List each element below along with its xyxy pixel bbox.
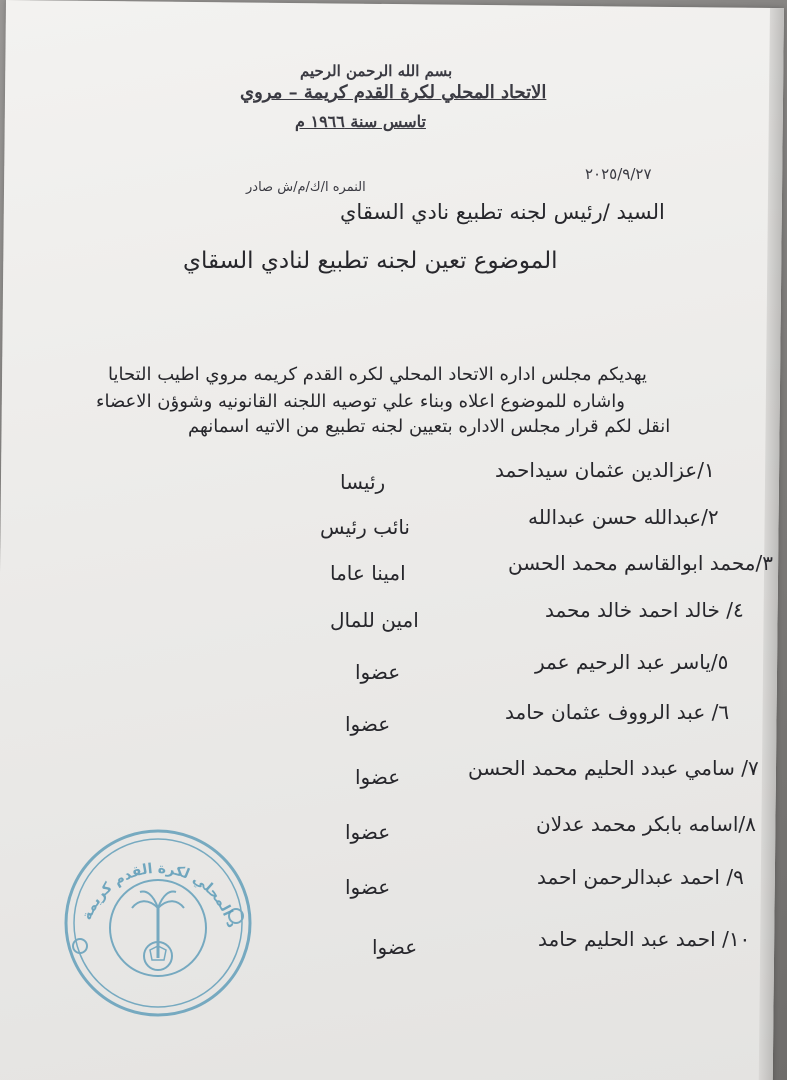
body-line: انقل لكم قرار مجلس الاداره بتعيين لجنه تطبيع من الاتيه اسمانهم <box>188 416 671 437</box>
addressee: السيد /رئيس لجنه تطبيع نادي السقاي <box>340 200 665 224</box>
member-name: ٧/ سامي عبدد الحليم محمد الحسن <box>468 756 759 780</box>
member-name: ٩/ احمد عبدالرحمن احمد <box>537 865 744 889</box>
svg-text:الاتحاد المحلي لكرة القدم كريم <box>58 818 240 930</box>
member-name: ٥/ياسر عبد الرحيم عمر <box>535 650 729 674</box>
body-line: واشاره للموضوع اعلاه وبناء علي توصيه اللجنه القانونيه وشوؤن الاعضاء <box>96 391 625 412</box>
letter-date: ٢٠٢٥/٩/٢٧ <box>585 165 652 183</box>
member-name: ٨/اسامه بابكر محمد عدلان <box>536 812 756 836</box>
member-role: عضوا <box>345 820 391 844</box>
reference-number: النمره ا/ك/م/ش صادر <box>246 180 366 195</box>
member-name: ٢/عبدالله حسن عبدالله <box>528 505 719 529</box>
member-role: عضوا <box>345 712 391 736</box>
union-name: الاتحاد المحلي لكرة القدم كريمة – مروي <box>240 82 547 103</box>
member-name: ٣/محمد ابوالقاسم محمد الحسن <box>508 551 773 575</box>
member-role: رئيسا <box>340 470 386 494</box>
member-role: نائب رئيس <box>320 515 410 539</box>
member-name: ٤/ خالد احمد خالد محمد <box>545 598 744 622</box>
member-role: عضوا <box>372 935 418 959</box>
stamp-text: د المحلي لكرة القدم كريمة <box>78 860 240 930</box>
body-line: يهديكم مجلس اداره الاتحاد المحلي لكره القدم كريمه مروي اطيب التحايا <box>108 364 647 385</box>
member-name: ٦/ عبد الرووف عثمان حامد <box>505 700 730 724</box>
member-role: عضوا <box>355 765 401 789</box>
member-name: ١/عزالدين عثمان سيداحمد <box>495 458 715 482</box>
founded-year: تاسس سنة ١٩٦٦ م <box>295 112 426 131</box>
member-role: عضوا <box>355 660 401 684</box>
basmala: بسم الله الرحمن الرحيم <box>300 62 453 80</box>
subject-line: الموضوع تعين لجنه تطبيع لنادي السقاي <box>183 248 558 274</box>
member-role: عضوا <box>345 875 391 899</box>
official-stamp <box>58 818 258 1018</box>
member-role: امينا عاما <box>330 561 406 585</box>
member-name: ١٠/ احمد عبد الحليم حامد <box>538 927 751 951</box>
member-role: امين للمال <box>330 608 419 632</box>
